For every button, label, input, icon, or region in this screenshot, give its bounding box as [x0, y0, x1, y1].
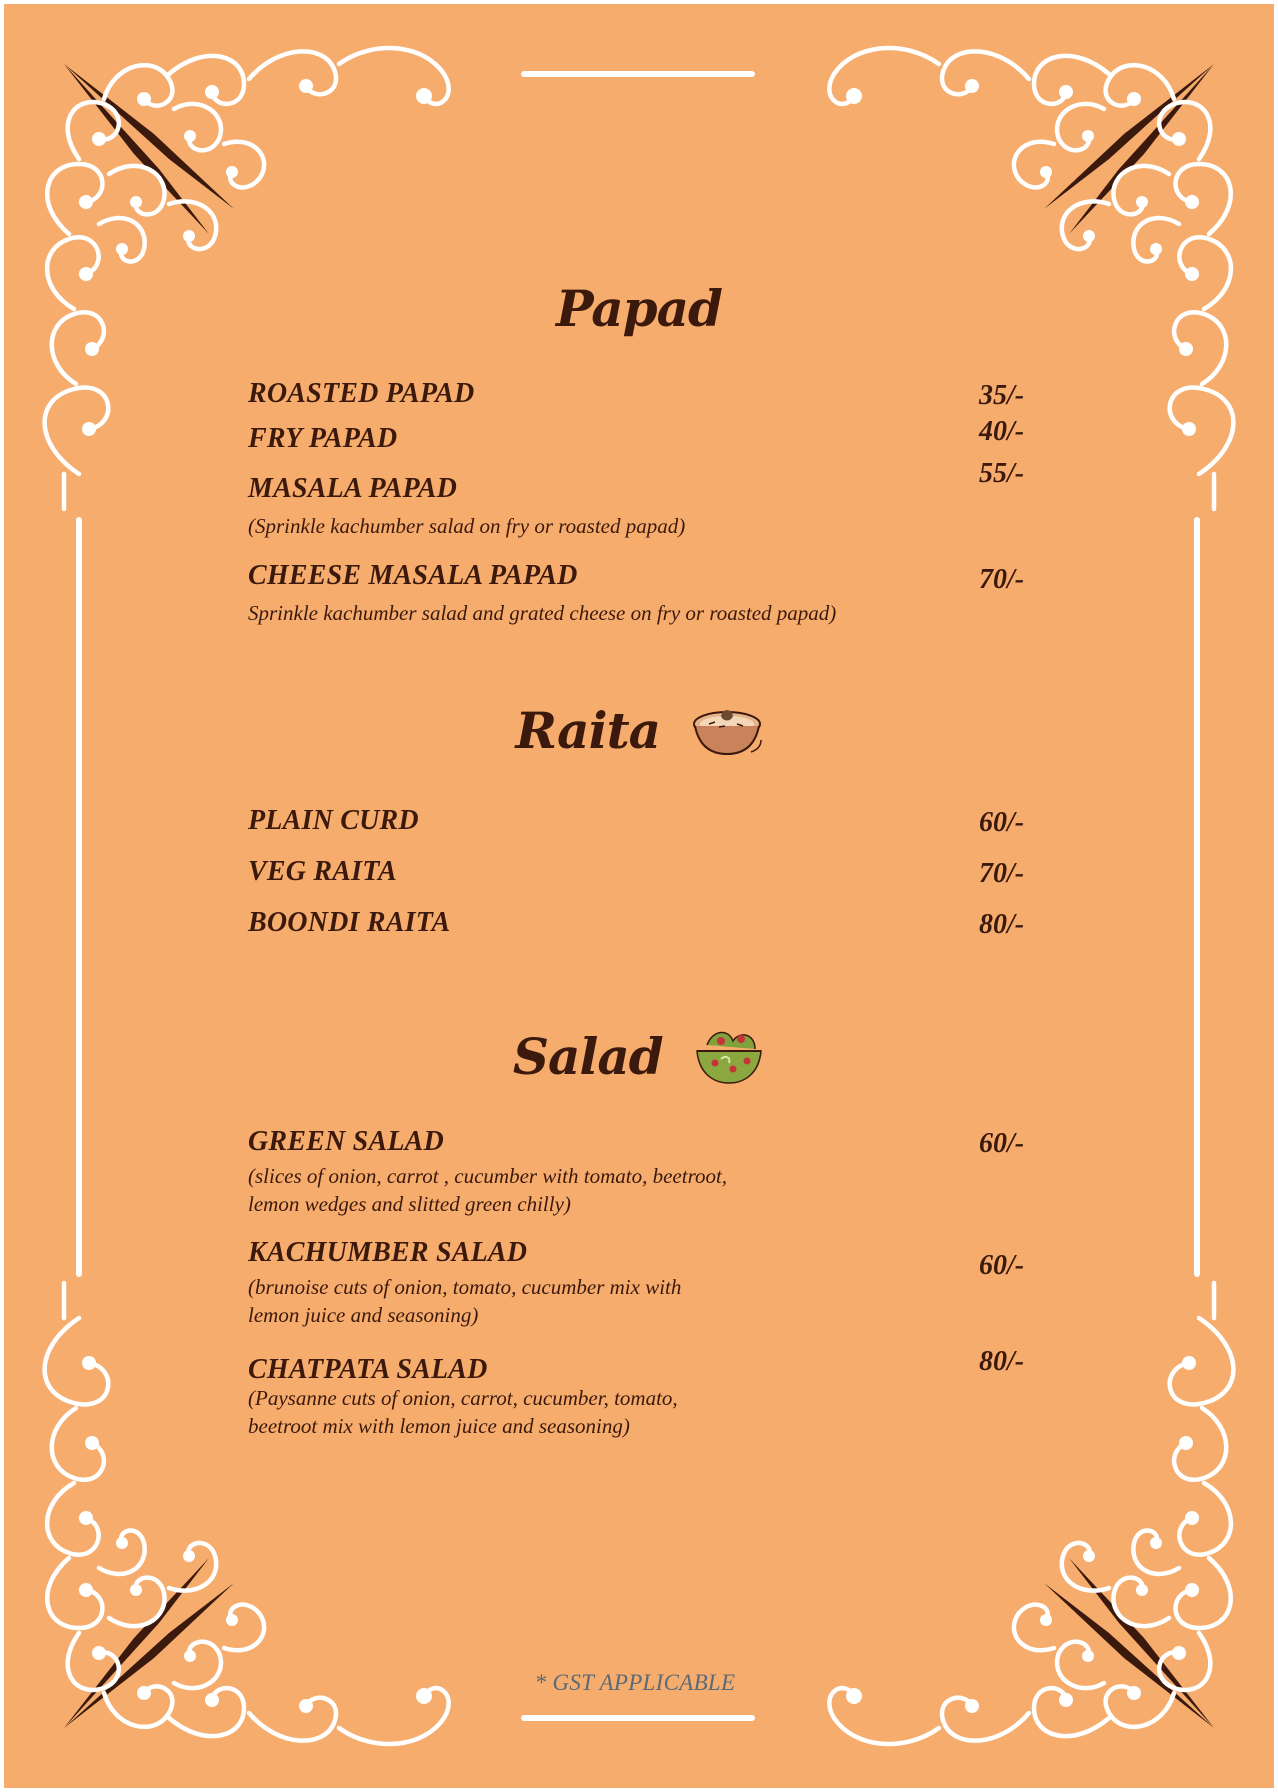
menu-item-name: CHATPATA SALAD: [248, 1354, 488, 1385]
menu-item-price: 60/-: [979, 807, 1025, 838]
menu-item-price: 70/-: [979, 564, 1025, 595]
section-title-salad: Salad: [4, 1022, 1274, 1087]
menu-item-name: KACHUMBER SALAD: [248, 1237, 528, 1268]
menu-item-price: 70/-: [979, 858, 1025, 889]
menu-item-description: lemon wedges and slitted green chilly): [248, 1192, 571, 1216]
gst-note: * GST APPLICABLE: [534, 1670, 736, 1695]
menu-item-name: BOONDI RAITA: [248, 907, 451, 938]
menu-item-name: ROASTED PAPAD: [248, 378, 475, 409]
menu-page: [4, 4, 1274, 1788]
menu-item-description: (Sprinkle kachumber salad on fry or roasted papad): [248, 514, 686, 538]
salad-bowl-icon: [693, 1025, 765, 1087]
section-title-raita: Raita: [4, 696, 1274, 760]
menu-item-name: GREEN SALAD: [248, 1126, 444, 1157]
ornamental-frame: [4, 4, 1274, 1788]
menu-item-name: VEG RAITA: [248, 856, 397, 887]
menu-item-description: (slices of onion, carrot , cucumber with tomato, beetroot,: [248, 1164, 728, 1188]
menu-item-description: beetroot mix with lemon juice and seasoning): [248, 1414, 630, 1438]
menu-item-name: FRY PAPAD: [248, 423, 398, 454]
menu-item-description: lemon juice and seasoning): [248, 1303, 479, 1327]
menu-item-price: 40/-: [979, 416, 1025, 447]
menu-item-price: 80/-: [979, 1346, 1025, 1377]
menu-item-name: CHEESE MASALA PAPAD: [248, 560, 578, 591]
menu-item-description: Sprinkle kachumber salad and grated cheese on fry or roasted papad): [248, 601, 837, 625]
menu-item-price: 60/-: [979, 1250, 1025, 1281]
menu-item-name: MASALA PAPAD: [248, 473, 458, 504]
menu-item-price: 55/-: [979, 458, 1025, 489]
raita-bowl-icon: [691, 702, 763, 758]
menu-item-price: 80/-: [979, 909, 1025, 940]
menu-item-description: (Paysanne cuts of onion, carrot, cucumber, tomato,: [248, 1386, 678, 1410]
menu-item-name: PLAIN CURD: [248, 805, 419, 836]
section-title-papad: Papad: [556, 278, 722, 338]
menu-item-price: 60/-: [979, 1128, 1025, 1159]
menu-item-description: (brunoise cuts of onion, tomato, cucumber mix with: [248, 1275, 682, 1299]
menu-item-price: 35/-: [979, 380, 1025, 411]
